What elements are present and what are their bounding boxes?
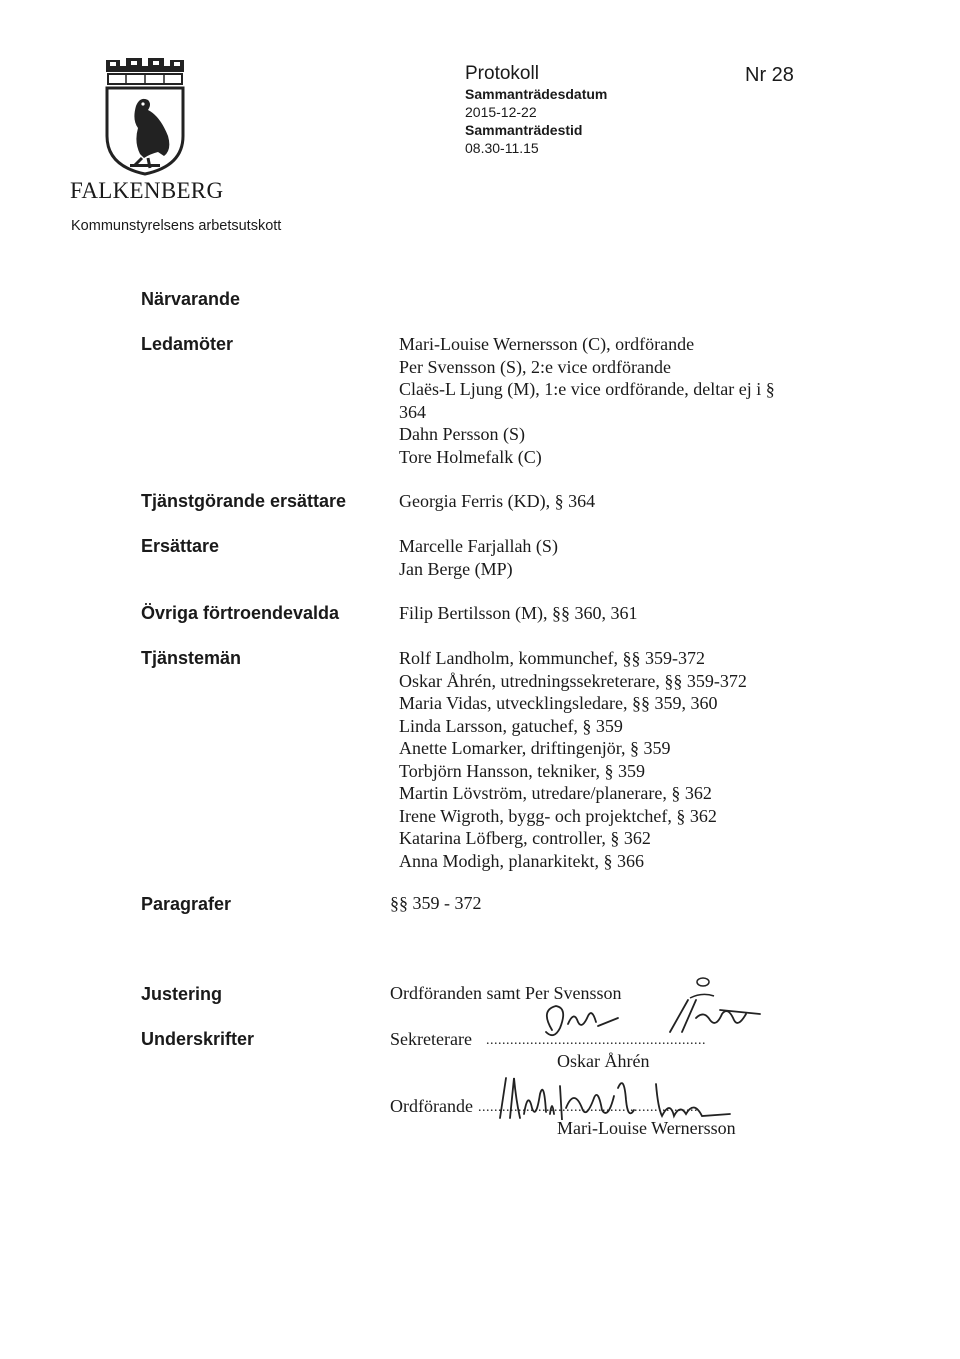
paragraphs-label: Paragrafer: [141, 894, 232, 914]
list-item: Claës-L Ljung (M), 1:e vice ordförande, deltar ej i §: [399, 379, 775, 399]
members-list: [399, 333, 775, 468]
adjustment-value: Ordföranden samt Per Svensson: [390, 983, 622, 1003]
attendance-heading: Närvarande: [141, 289, 241, 309]
list-item: Anna Modigh, planarkitekt, § 366: [399, 850, 644, 871]
list-item: Oskar Åhrén, utredningssekreterare, §§ 359-372: [399, 670, 747, 691]
chair-name: Mari-Louise Wernersson: [557, 1118, 736, 1138]
meeting-time: 08.30-11.15: [465, 140, 539, 156]
list-item: Tore Holmefalk (C): [399, 446, 542, 467]
staff-label: Tjänstemän: [141, 648, 242, 668]
department-name: Kommunstyrelsens arbetsutskott: [71, 218, 282, 234]
meeting-info: [465, 64, 607, 157]
list-item: Per Svensson (S), 2:e vice ordförande: [399, 356, 671, 377]
adjustment-label: Justering: [141, 984, 223, 1004]
chair-label: Ordförande: [390, 1096, 473, 1116]
list-item: Maria Vidas, utvecklingsledare, §§ 359, 360: [399, 693, 718, 713]
other-officials-list: [399, 602, 638, 625]
list-item: Irene Wigroth, bygg- och projektchef, § 362: [399, 805, 717, 826]
serving-substitutes-label: Tjänstgörande ersättare: [141, 491, 347, 511]
chair-signature: [500, 1078, 730, 1120]
list-item: Anette Lomarker, driftingenjör, § 359: [399, 738, 671, 758]
substitutes-label: Ersättare: [141, 536, 220, 556]
list-item: Martin Lövström, utredare/planerare, § 362: [399, 783, 712, 803]
secretary-label: Sekreterare: [390, 1029, 472, 1049]
signatures-label: Underskrifter: [141, 1029, 255, 1049]
secretary-signature-line: .......................................................: [486, 1033, 706, 1048]
protocol-number: Nr 28: [745, 64, 794, 86]
secretary-name: Oskar Åhrén: [557, 1051, 650, 1071]
list-item: Katarina Löfberg, controller, § 362: [399, 828, 651, 848]
list-item: Marcelle Farjallah (S): [399, 536, 558, 556]
meeting-date: 2015-12-22: [465, 104, 537, 120]
handwritten-signatures: [490, 970, 790, 1120]
other-officials-label: Övriga förtroendevalda: [141, 603, 340, 623]
list-item: 364: [399, 401, 426, 422]
paragraphs-value: §§ 359 - 372: [390, 893, 482, 913]
falkenberg-coat-of-arms: [102, 58, 188, 176]
list-item: Linda Larsson, gatuchef, § 359: [399, 715, 623, 736]
substitutes-list: [399, 535, 558, 580]
staff-list: [399, 647, 747, 872]
members-label: Ledamöter: [141, 334, 234, 354]
list-item: Georgia Ferris (KD), § 364: [399, 491, 596, 511]
meeting-time-label: Sammanträdestid: [465, 122, 583, 138]
document-type: Protokoll: [465, 63, 539, 84]
list-item: Jan Berge (MP): [399, 558, 513, 579]
list-item: Dahn Persson (S): [399, 424, 525, 444]
meeting-date-label: Sammanträdesdatum: [465, 86, 608, 102]
chair-signature-line: .......................................................: [478, 1100, 698, 1115]
secretary-signature: [546, 1000, 760, 1035]
initial-mark: [697, 978, 709, 986]
list-item: Rolf Landholm, kommunchef, §§ 359-372: [399, 648, 705, 668]
list-item: Mari-Louise Wernersson (C), ordförande: [399, 334, 695, 354]
list-item: Torbjörn Hansson, tekniker, § 359: [399, 760, 645, 781]
list-item: Filip Bertilsson (M), §§ 360, 361: [399, 603, 638, 623]
serving-substitutes-list: [399, 490, 595, 513]
municipality-name: FALKENBERG: [70, 178, 224, 203]
